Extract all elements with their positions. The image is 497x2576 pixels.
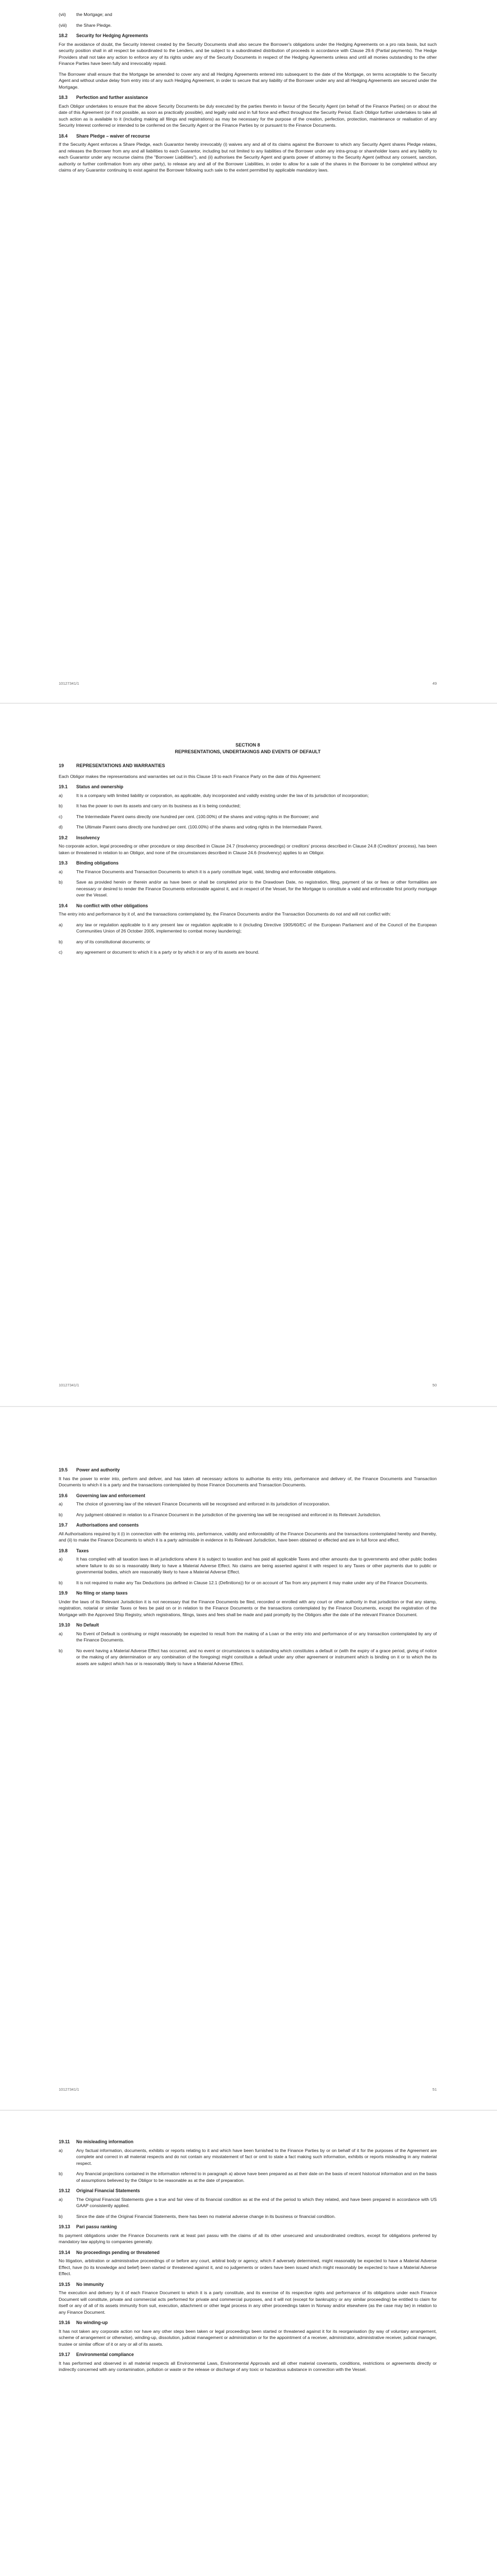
- document-page-50: [0, 704, 497, 1406]
- paragraph: Its payment obligations under the Finance Documents rank at least pari passu with the claims of all its other unsecured and unsubordinated creditors, except for obligations preferred by mandatory law applying to companies generally.: [59, 2232, 437, 2244]
- clause-title: No immunity: [76, 2281, 104, 2287]
- list-item: [59, 1631, 437, 1643]
- clause-title: Security for Hedging Agreements: [76, 33, 148, 38]
- clause-number: 18.3: [59, 95, 68, 100]
- clause-number: 19.13: [59, 2224, 71, 2229]
- list-item-text: The choice of governing law of the relevant Finance Documents will be recognised and enforced in its jurisdiction of incorporation.: [76, 1501, 330, 1506]
- paragraph: The entry into and performance by it of, and the transactions contemplated by, the Finance Documents and/or the Transaction Documents do not and will not conflict with:: [59, 911, 391, 917]
- list-item-label: a): [59, 1501, 63, 1506]
- clause-number: 19.1: [59, 784, 68, 789]
- list-item-label: b): [59, 1580, 63, 1585]
- list-item-label: b): [59, 1648, 63, 1653]
- subclause-heading: [59, 2319, 437, 2326]
- clause-number: 19.2: [59, 835, 68, 840]
- list-item-text: Save as provided herein or therein and/or as have been or shall be completed prior to the Drawdown Date, no registration, filing, payment of tax or fees or other formalities are necessary or desired to render the Finance Documents enforceable against it, and in respect of the Vessel, for the Mortgage to constitute a valid and enforceable first priority mortgage over the Vessel.: [76, 879, 437, 897]
- list-item: [59, 1648, 437, 1667]
- subclause-heading: [59, 1522, 437, 1529]
- list-item-label: d): [59, 824, 63, 829]
- clause-number: 18.4: [59, 133, 68, 139]
- paragraph: It has performed and observed in all material respects all Environmental Laws, Environmental Approvals and all other material covenants, conditions, restrictions or agreements directly or indirectly concerned with any contamination, pollution or waste or the release or discharge of any toxic or hazardous substance in connection with the Vessel.: [59, 2360, 437, 2372]
- subclause-heading: [59, 1590, 437, 1597]
- subclause-heading: [59, 835, 437, 841]
- list-item: [59, 922, 437, 935]
- clause-title: No proceedings pending or threatened: [76, 2249, 160, 2255]
- subclause-heading: [59, 2351, 437, 2358]
- subclause-heading: [59, 32, 437, 39]
- list-item-text: Any judgment obtained in relation to a Finance Document in the jurisdiction of the governing law will be recognised and enforced in its Relevant Jurisdiction.: [76, 1512, 381, 1517]
- list-item-label: c): [59, 814, 63, 819]
- paragraph: If the Security Agent enforces a Share Pledge, each Guarantor hereby irrevocably (i) waives any and all of its claims against the Borrower to which any Security Agent shares Pledge relates, and releases the Borrower from any and all liabilities to each Guarantor, including but not limited to any liabilities of the Borrower under any intra-group or shareholder loans and any liability to each Guarantor under any recourse claims (the "Borrower Liabilities"), and (ii) authorises the Security Agent and grants power of attorney to the Security Agent (without any consent, sanction, authority or further confirmation from any other party), to release any and all of the Borrower Liabilities, in order to allow for a sale of the shares in the Borrower to be completed without any claims of any Guarantor continuing to exist against the Borrower following such sale to the extent permitted by applicable mandatory laws.: [59, 142, 437, 173]
- subclause-heading: [59, 1467, 437, 1473]
- list-item-text: Since the date of the Original Financial Statements, there has been no material adverse change in its business or financial condition.: [76, 2213, 336, 2219]
- clause-number: 19: [59, 763, 64, 768]
- list-item: [59, 824, 437, 831]
- list-item-label: (vii): [59, 12, 66, 17]
- subclause-heading: [59, 133, 437, 140]
- list-item-label: a): [59, 922, 63, 927]
- document-reference: 10127341/1: [59, 681, 79, 686]
- clause-number: 19.11: [59, 2139, 70, 2144]
- subclause-heading: [59, 1622, 437, 1629]
- section-title: REPRESENTATIONS, UNDERTAKINGS AND EVENTS OF DEFAULT: [175, 749, 321, 754]
- list-item: [59, 792, 437, 799]
- list-item-label: a): [59, 792, 63, 798]
- subclause-heading: [59, 903, 437, 909]
- subclause-heading: [59, 860, 437, 867]
- clause-number: 19.10: [59, 1622, 71, 1628]
- list-item-label: b): [59, 1512, 63, 1517]
- page-footer: [59, 681, 437, 686]
- paragraph: It has the power to enter into, perform and deliver, and has taken all necessary actions to authorise its entry into, performance and delivery of, the Finance Documents and Transaction Documents to which it is a party and the transactions contemplated by those Finance Documents and Transaction Documents.: [59, 1476, 437, 1487]
- subclause-heading: [59, 2188, 437, 2194]
- list-item: [59, 1556, 437, 1575]
- list-item: [59, 1512, 437, 1518]
- clause-title: Environmental compliance: [76, 2352, 134, 2357]
- list-item-label: b): [59, 2171, 63, 2176]
- list-item-label: b): [59, 939, 63, 944]
- page-footer: [59, 2087, 437, 2092]
- list-item-label: b): [59, 2213, 63, 2219]
- clause-number: 18.2: [59, 33, 68, 38]
- document-page-49: [0, 0, 497, 703]
- clause-number: 19.5: [59, 1467, 68, 1472]
- list-item-text: It is not required to make any Tax Deductions (as defined in Clause 12.1 (Definitions)) for or on account of Tax from any payment it may make under any of the Finance Documents.: [76, 1580, 428, 1585]
- list-item: [59, 1501, 437, 1507]
- page-content: [59, 1465, 437, 1671]
- clause-number: 19.8: [59, 1548, 68, 1553]
- clause-title: Perfection and further assistance: [76, 95, 148, 100]
- clause-title: Share Pledge – waiver of recourse: [76, 133, 150, 139]
- paragraph: Each Obligor makes the representations and warranties set out in this Clause 19 to each Finance Party on the date of this Agreement:: [59, 773, 321, 779]
- list-item-label: a): [59, 2147, 63, 2153]
- clause-number: 19.6: [59, 1493, 68, 1498]
- page-content: [59, 11, 437, 178]
- list-item-text: The Finance Documents and Transaction Documents to which it is a party constitute legal, valid, binding and enforceable obligations.: [76, 869, 337, 874]
- paragraph: Each Obligor undertakes to ensure that the above Security Documents be duly executed by the parties thereto in favour of the Security Agent (on behalf of the Finance Parties) on or about the date of this Agreement (or if not possible, as soon as practically possible), and legally valid and in full force and effect throughout the Security Period. Each Obligor further undertakes to take all such action as is available to it (including making all filings and registrations) as may be necessary for the purpose of the creation, perfection, protection, maintenance or realisation of any Security Interest conferred or intended to be conferred on the Security Agent or the Finance Parties by or pursuant to the Finance Documents.: [59, 103, 437, 128]
- clause-title: No filing or stamp taxes: [76, 1590, 128, 1596]
- list-item-label: (viii): [59, 22, 67, 28]
- list-item-text: The Intermediate Parent owns directly one hundred per cent. (100.00%) of the shares and voting rights in the Borrower; and: [76, 814, 319, 819]
- list-item-text: The Original Financial Statements give a true and fair view of its financial condition as at the end of the period to which they related, and have been prepared in accordance with US GAAP consistently applied.: [76, 2196, 437, 2208]
- list-item: [59, 2196, 437, 2209]
- list-item-text: The Ultimate Parent owns directly one hundred per cent. (100.00%) of the shares and voting rights in the Intermediate Parent.: [76, 824, 323, 829]
- list-item-text: It has complied with all taxation laws in all jurisdictions where it is subject to taxation and has paid all applicable Taxes and other amounts due to governments and other public bodies where failure to do so is reasonably likely to have a Material Adverse Effect. No claims are being asserted against it with respect to any Taxes or other payments due to public or governmental bodies, which are reasonably likely to have a Material Adverse Effect.: [76, 1556, 437, 1574]
- page-content: [59, 742, 437, 960]
- list-item: [59, 11, 437, 18]
- clause-heading: [59, 762, 437, 769]
- document-page-51: [0, 1407, 497, 2110]
- list-item-text: the Mortgage; and: [76, 12, 112, 17]
- list-item-text: Any factual information, documents, exhibits or reports relating to it and which have been furnished to the Finance Parties by or on behalf of it for the purposes of the Agreement are complete and correct in all material respects and do not contain any misstatement of fact or omit to state a fact making such information, exhibits or reports misleading in any material respect.: [76, 2147, 437, 2166]
- section-title: SECTION 8: [235, 742, 260, 748]
- clause-title: No misleading information: [76, 2139, 133, 2144]
- list-item-text: It has the power to own its assets and carry on its business as it is being conducted;: [76, 803, 241, 808]
- clause-title: No winding-up: [76, 2320, 108, 2325]
- clause-title: Governing law and enforcement: [76, 1493, 145, 1498]
- list-item: [59, 869, 437, 875]
- subclause-heading: [59, 2281, 437, 2288]
- list-item-text: any of its constitutional documents; or: [76, 939, 150, 944]
- list-item-label: b): [59, 803, 63, 808]
- subclause-heading: [59, 2224, 437, 2230]
- clause-number: 19.15: [59, 2281, 71, 2287]
- clause-number: 19.4: [59, 903, 68, 908]
- paragraph: All Authorisations required by it (i) in connection with the entering into, performance, validity and enforceability of the Finance Documents and the transactions contemplated hereby and thereby, and (ii) to make the Finance Documents to which it is a party admissible in evidence in its Relevant Jurisdiction, have been obtained or effected and are in full force and effect.: [59, 1531, 437, 1543]
- subclause-heading: [59, 784, 437, 790]
- clause-title: Status and ownership: [76, 784, 124, 789]
- list-item-label: b): [59, 879, 63, 885]
- clause-number: 19.17: [59, 2352, 71, 2357]
- subclause-heading: [59, 94, 437, 101]
- clause-title: No conflict with other obligations: [76, 903, 148, 908]
- list-item: [59, 879, 437, 899]
- list-item-label: a): [59, 1556, 63, 1562]
- paragraph: For the avoidance of doubt, the Security Interest created by the Security Documents shall also secure the Borrower's obligations under the Hedging Agreements on a pro rata basis, but such security position shall in all respect be subordinated to the Lenders, and be subject to a subordinated distribution of proceeds in accordance with Clause 29.6 (Partial payments). The Hedge Providers shall not take any action to enforce any of its rights under any of the Security Documents in respect of the Hedging Agreements unless and until all monies outstanding to the other Finance Parties have been fully and irrevocably repaid.: [59, 41, 437, 66]
- list-item: [59, 2213, 437, 2220]
- list-item: [59, 2171, 437, 2183]
- page-number: 49: [432, 681, 437, 686]
- list-item-label: a): [59, 1631, 63, 1636]
- list-item-text: No event having a Material Adverse Effect has occurred, and no event or circumstances is outstanding which constitutes a default or (with the expiry of a grace period, giving of notice or the making of any determination or any combination of the foregoing) might constitute a default under any other agreement or instrument which is binding on it or to which the its assets are subject which has or is reasonably likely to have a Material Adverse Effect.: [76, 1648, 437, 1666]
- clause-title: REPRESENTATIONS AND WARRANTIES: [76, 763, 165, 768]
- page-number: 51: [432, 2087, 437, 2092]
- document-reference: 10127341/1: [59, 2087, 79, 2092]
- subclause-heading: [59, 2139, 437, 2145]
- page-number: 50: [432, 1383, 437, 1387]
- list-item-label: a): [59, 2196, 63, 2202]
- paragraph: The execution and delivery by it of each Finance Document to which it is a party constitute, and its exercise of its respective rights and performance of its obligations under each Finance Document will constitute, private and commercial acts performed for private and commercial purposes, and it will not (except for bankruptcy or any similar proceeding) be entitled to claim for itself or any of all of its assets immunity from suit, execution, attachment or other legal process in any other proceedings taken in Norway and/or elsewhere (as the case may be) in relation to any Finance Document.: [59, 2290, 437, 2315]
- list-item: [59, 1580, 437, 1586]
- list-item-text: the Share Pledge.: [76, 22, 112, 28]
- clause-title: Insolvency: [76, 835, 100, 840]
- clause-title: Pari passu ranking: [76, 2224, 117, 2229]
- list-item-text: It is a company with limited liability or corporation, as applicable, duly incorporated and validly existing under the law of its jurisdiction of incorporation;: [76, 792, 369, 798]
- subclause-heading: [59, 1493, 437, 1499]
- paragraph: The Borrower shall ensure that the Mortgage be amended to cover any and all Hedging Agreements entered into subsequent to the date of the Mortgage, on terms acceptable to the Security Agent and without undue delay from entry into of any such Hedging Agreement, in order to secure that any liability of the Borrower under any and all Hedging Agreements are secured under the Mortgage.: [59, 71, 437, 90]
- clause-number: 19.16: [59, 2320, 71, 2325]
- clause-title: No Default: [76, 1622, 99, 1628]
- clause-title: Authorisations and consents: [76, 1522, 139, 1528]
- list-item: [59, 814, 437, 820]
- clause-number: 19.12: [59, 2188, 71, 2193]
- clause-title: Power and authority: [76, 1467, 120, 1472]
- list-item: [59, 803, 437, 809]
- clause-number: 19.7: [59, 1522, 68, 1528]
- clause-title: Binding obligations: [76, 860, 119, 866]
- list-item-text: any agreement or document to which it is a party or by which it or any of its assets are bound.: [76, 950, 260, 955]
- list-item-label: c): [59, 950, 63, 955]
- paragraph: Under the laws of its Relevant Jurisdiction it is not necessary that the Finance Documents be filed, recorded or enrolled with any court or other authority in that jurisdiction or that any stamp, registration, notarial or similar Taxes or fees be paid on or in relation to the Finance Documents or the transactions contemplated by the Finance Documents, except the registration of the Mortgage with the Approved Ship Registry, which registrations, filings, taxes and fees shall be made and paid promptly by the Obligors after the date of the relevant Finance Document.: [59, 1599, 437, 1617]
- list-item-text: any law or regulation applicable to it any present law or regulation applicable to it (including Directive 1905/60/EC of the European Parliament and of the Council of the European Communities Union of 26 October 2005, implemented to combat money laundering);: [76, 922, 437, 934]
- paragraph: No litigation, arbitration or administrative proceedings of or before any court, arbitral body or agency, which if adversely determined, might reasonably be expected to have a Material Adverse Effect, have (to its knowledge and belief) been started or threatened against it, and no judgements or orders have been issued which might reasonably be expected to have a Material Adverse Effect.: [59, 2258, 437, 2276]
- list-item: [59, 939, 437, 945]
- list-item-text: Any financial projections contained in the information referred to in paragraph a) above have been prepared as at their date on the basis of recent historical information and on the basis of assumptions believed by the Obligor to be reasonable as at the date of preparation.: [76, 2171, 437, 2183]
- list-item: [59, 2147, 437, 2167]
- clause-title: Original Financial Statements: [76, 2188, 140, 2193]
- subclause-heading: [59, 1548, 437, 1554]
- document-page-52: [0, 2111, 497, 2576]
- page-content: [59, 2137, 437, 2377]
- list-item-label: a): [59, 869, 63, 874]
- document-reference: 10127341/1: [59, 1383, 79, 1387]
- list-item: [59, 949, 437, 956]
- clause-number: 19.14: [59, 2249, 71, 2255]
- paragraph: It has not taken any corporate action nor have any other steps been taken or legal proceedings been started or threatened against it for its reorganisation (by way of voluntary arrangement, scheme of arrangement or otherwise), winding-up, dissolution, judicial management or administration or for the appointment of a receiver, administrator, administrative receiver, judicial manager, trustee or similar officer of it or any or all of its assets.: [59, 2328, 437, 2347]
- clause-number: 19.3: [59, 860, 68, 866]
- clause-title: Taxes: [76, 1548, 89, 1553]
- list-item: [59, 22, 437, 29]
- clause-number: 19.9: [59, 1590, 68, 1596]
- paragraph: No corporate action, legal proceeding or other procedure or step described in Clause 24.7 (Insolvency proceedings) or creditors' process described in Clause 24.8 (Creditors' process), has been taken or threatened in relation to an Obligor, and none of the circumstances described in Clause 24.6 (Insolvency) applies to an Obligor.: [59, 843, 437, 855]
- subclause-heading: [59, 2249, 437, 2256]
- page-footer: [59, 1383, 437, 1387]
- list-item-text: No Event of Default is continuing or might reasonably be expected to result from the making of a Loan or the entry into and performance of or any transaction contemplated by any of the Finance Documents.: [76, 1631, 437, 1642]
